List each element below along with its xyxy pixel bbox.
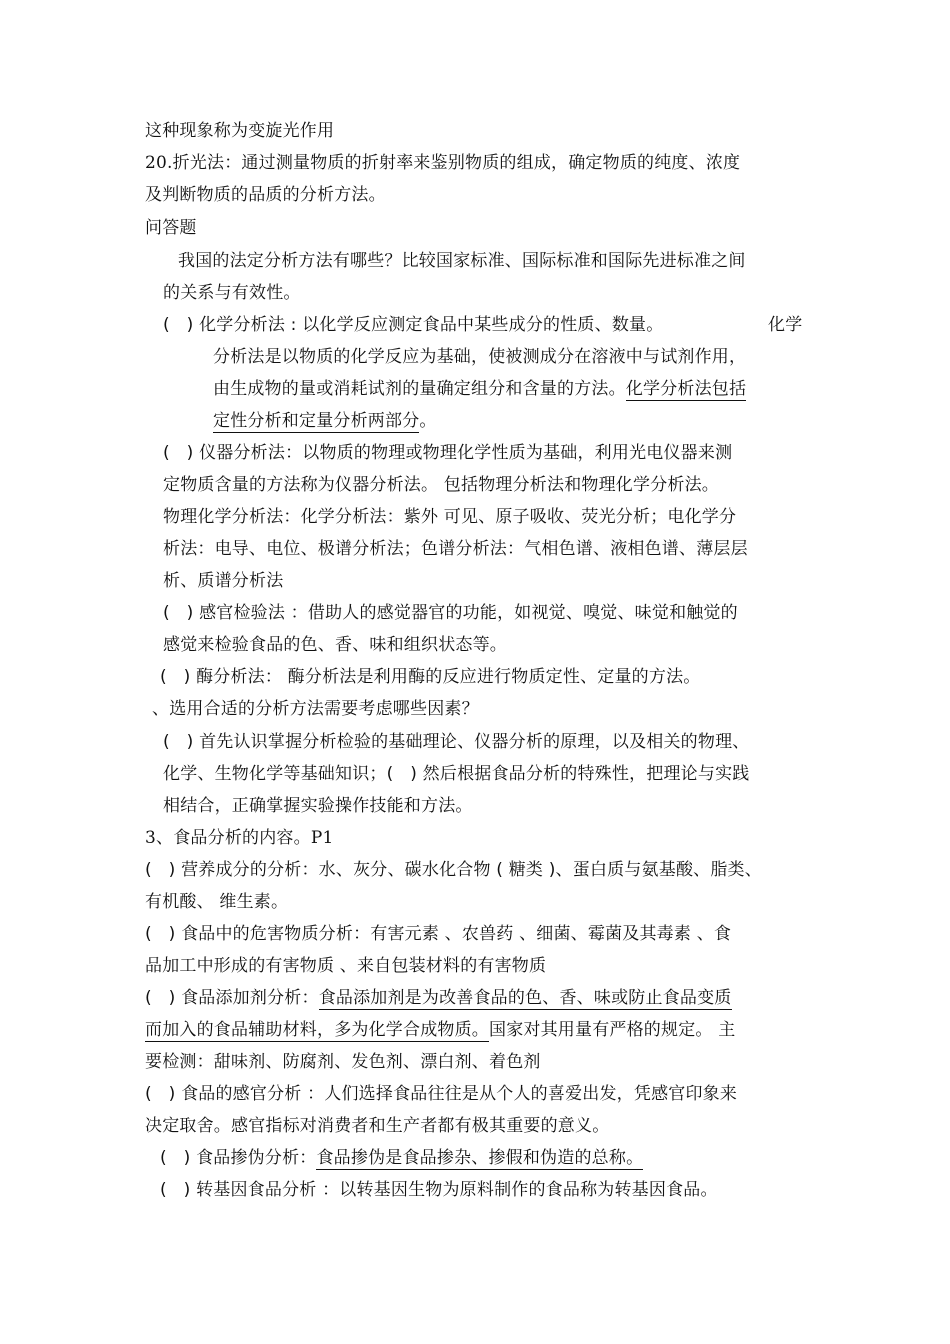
text-line: ( ) 食品中的危害物质分析：有害元素 、农兽药 、细菌、霉菌及其毒素 、食 — [145, 924, 732, 944]
text-line: 相结合，正确掌握实验操作技能和方法。 — [163, 796, 473, 816]
text-line: ( ) 仪器分析法：以物质的物理或物理化学性质为基础，利用光电仪器来测 — [163, 443, 733, 463]
text-line: ( ) 首先认识掌握分析检验的基础理论、仪器分析的原理，以及相关的物理、 — [163, 732, 750, 752]
text-line: 决定取舍。感官指标对消费者和生产者都有极其重要的意义。 — [145, 1116, 610, 1136]
section-heading: 3、食品分析的内容。P1 — [145, 828, 334, 848]
text-line: 要检测：甜味剂、防腐剂、发色剂、漂白剂、着色剂 — [145, 1052, 541, 1072]
text-line: ( ) 食品的感官分析 ：人们选择食品往往是从个人的喜爱出发，凭感官印象来 — [145, 1084, 738, 1104]
text-line: 分析法是以物质的化学反应为基础，使被测成分在溶液中与试剂作用， — [213, 347, 747, 367]
text-line — [145, 986, 732, 1010]
text-line: ( ) 化学分析法 : 以化学反应测定食品中某些成分的性质、数量。 — [163, 315, 664, 335]
underlined-text: 食品掺伪是食品掺杂、掺假和伪造的总称。 — [316, 1148, 644, 1168]
text-line: 20.折光法：通过测量物质的折射率来鉴别物质的组成，确定物质的纯度、浓度 — [145, 153, 741, 173]
question-text: 、选用合适的分析方法需要考虑哪些因素？ — [152, 699, 479, 719]
text-line: 品加工中形成的有害物质 、来自包装材料的有害物质 — [145, 956, 547, 976]
text-line: ( ) 营养成分的分析：水、灰分、碳水化合物 ( 糖类 )、蛋白质与氨基酸、脂类、 — [145, 860, 762, 880]
question-text: 我国的法定分析方法有哪些？比较国家标准、国际标准和国际先进标准之间 — [178, 251, 746, 271]
text-line — [145, 1018, 735, 1042]
text-line: 化学 — [768, 315, 803, 335]
text-line: 化学、生物化学等基础知识；( ) 然后根据食品分析的特殊性，把理论与实践 — [163, 764, 750, 784]
text-line: 有机酸、 维生素。 — [145, 892, 289, 912]
text-line: 感觉来检验食品的色、香、味和组织状态等。 — [163, 635, 507, 655]
text-line: 及判断物质的品质的分析方法。 — [145, 185, 386, 205]
section-heading: 问答题 — [145, 218, 197, 238]
underlined-text: 而加入的食品辅助材料，多为化学合成物质。 — [145, 1020, 489, 1040]
text-line: ( ) 感官检验法 ：借助人的感觉器官的功能，如视觉、嗅觉、味觉和触觉的 — [163, 603, 738, 623]
text-line: 析法：电导、电位、极谱分析法；色谱分析法：气相色谱、液相色谱、薄层层 — [163, 539, 748, 559]
text-line: 定物质含量的方法称为仪器分析法。 包括物理分析法和物理化学分析法。 — [163, 475, 720, 495]
text-line: ( ) 酶分析法： 酶分析法是利用酶的反应进行物质定性、定量的方法。 — [160, 667, 701, 687]
question-text: 的关系与有效性。 — [163, 283, 301, 303]
text-line: 这种现象称为变旋光作用 — [145, 121, 335, 141]
text-line: 物理化学分析法：化学分析法：紫外 可见、原子吸收、荧光分析；电化学分 — [163, 507, 737, 527]
underlined-text: 食品添加剂是为改善食品的色、香、味或防止食品变质 — [318, 988, 732, 1008]
text-line — [160, 1146, 643, 1170]
text-line: ( ) 转基因食品分析 ：以转基因生物为原料制作的食品称为转基因食品。 — [160, 1180, 718, 1200]
text-segment: ( ) 食品掺伪分析： — [160, 1148, 317, 1168]
underlined-text: 定性分析和定量分析两部分 — [213, 411, 420, 431]
text-line — [213, 377, 746, 401]
text-line: 析、质谱分析法 — [163, 571, 284, 591]
text-segment: ( ) 食品添加剂分析： — [145, 988, 319, 1008]
text-segment: 国家对其用量有严格的规定。 主 — [489, 1020, 736, 1040]
text-segment: 由生成物的量或消耗试剂的量确定组分和含量的方法。 — [213, 379, 626, 399]
text-line — [213, 409, 437, 433]
text-segment: 。 — [419, 411, 437, 431]
underlined-text: 化学分析法包括 — [625, 379, 747, 399]
